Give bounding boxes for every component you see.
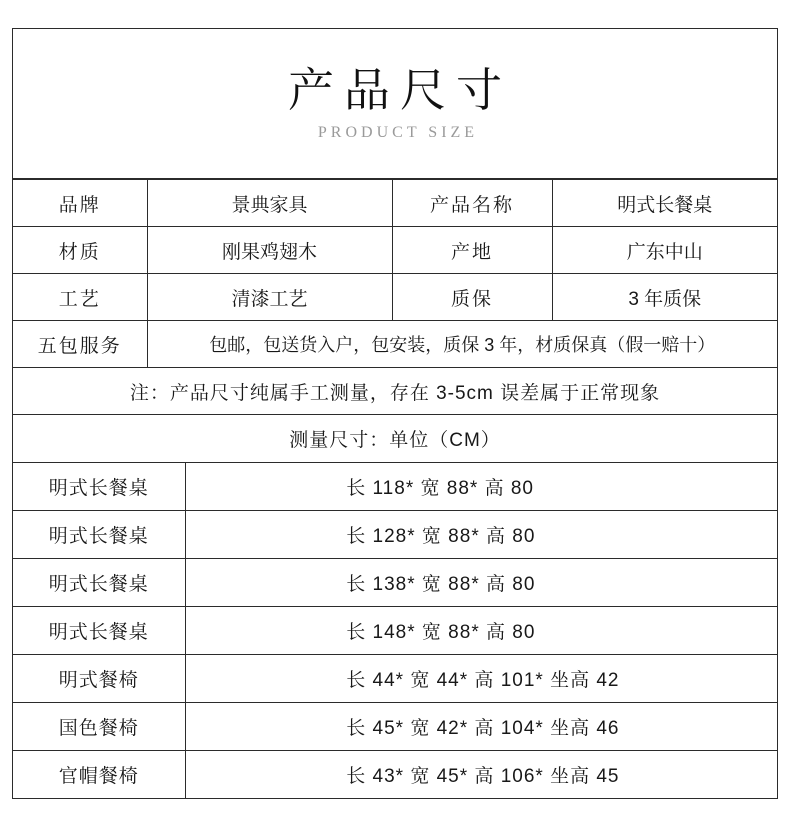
size-item-dimensions-text: 长 44* 宽 44* 高 101* 坐高 42 — [346, 669, 620, 691]
table-row — [13, 558, 777, 606]
size-item-dimensions — [185, 750, 777, 798]
size-item-dimensions — [185, 510, 777, 558]
table-row — [13, 227, 777, 274]
spec-value-product-name: 明式长餐桌 — [552, 180, 777, 227]
spec-value-brand: 景典家具 — [147, 180, 392, 227]
table-row — [13, 321, 777, 368]
spec-sheet — [12, 28, 778, 799]
table-row — [13, 274, 777, 321]
size-item-dimensions-text: 长 43* 宽 45* 高 106* 坐高 45 — [346, 765, 620, 787]
page-title: 产品尺寸 — [288, 65, 512, 117]
size-item-dimensions-text: 长 128* 宽 88* 高 80 — [346, 525, 536, 547]
document-header — [13, 29, 777, 179]
page-subtitle: PRODUCT SIZE — [317, 123, 479, 141]
spec-label-five-pack-service: 五包服务 — [13, 321, 147, 368]
spec-label-origin: 产地 — [392, 227, 552, 274]
size-item-dimensions — [185, 702, 777, 750]
size-list-table — [13, 462, 777, 799]
size-item-name: 明式餐椅 — [13, 654, 185, 702]
spec-value-craft: 清漆工艺 — [147, 274, 392, 321]
spec-label-product-name: 产品名称 — [392, 180, 552, 227]
spec-label-brand: 品牌 — [13, 180, 147, 227]
measurement-unit: 测量尺寸：单位（CM） — [13, 415, 777, 462]
table-row — [13, 654, 777, 702]
table-row — [13, 702, 777, 750]
size-item-name: 明式长餐桌 — [13, 462, 185, 510]
table-row — [13, 606, 777, 654]
size-item-name: 官帽餐椅 — [13, 750, 185, 798]
spec-value-material: 刚果鸡翅木 — [147, 227, 392, 274]
size-item-dimensions-text: 长 45* 宽 42* 高 104* 坐高 46 — [346, 717, 620, 739]
table-row — [13, 180, 777, 227]
size-item-name: 明式长餐桌 — [13, 510, 185, 558]
size-item-dimensions-text: 长 138* 宽 88* 高 80 — [346, 573, 536, 595]
table-row — [13, 750, 777, 798]
size-item-dimensions — [185, 462, 777, 510]
size-item-dimensions-text: 长 118* 宽 88* 高 80 — [346, 477, 534, 499]
table-row — [13, 462, 777, 510]
measurement-note: 注：产品尺寸纯属手工测量，存在 3-5cm 误差属于正常现象 — [13, 368, 777, 415]
size-item-name: 国色餐椅 — [13, 702, 185, 750]
spec-value-warranty: 3 年质保 — [552, 274, 777, 321]
size-item-name: 明式长餐桌 — [13, 558, 185, 606]
size-item-dimensions — [185, 606, 777, 654]
spec-value-five-pack-service: 包邮，包送货入户，包安装，质保 3 年，材质保真（假一赔十） — [147, 321, 777, 368]
size-item-name: 明式长餐桌 — [13, 606, 185, 654]
size-item-dimensions — [185, 654, 777, 702]
table-row — [13, 415, 777, 462]
table-row — [13, 510, 777, 558]
spec-value-origin: 广东中山 — [552, 227, 777, 274]
specification-table — [13, 179, 777, 462]
size-item-dimensions — [185, 558, 777, 606]
spec-label-warranty: 质保 — [392, 274, 552, 321]
spec-label-craft: 工艺 — [13, 274, 147, 321]
table-row — [13, 368, 777, 415]
size-item-dimensions-text: 长 148* 宽 88* 高 80 — [346, 621, 536, 643]
spec-label-material: 材质 — [13, 227, 147, 274]
